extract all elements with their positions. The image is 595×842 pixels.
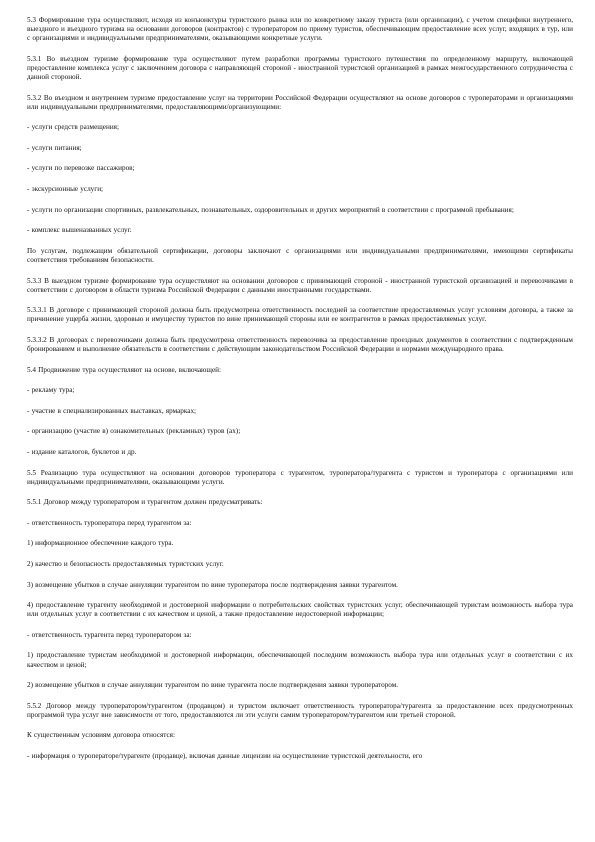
- list-item-operator-info: - информация о туроператоре/турагенте (продавце), включая данные лицензии на осуществление туристской деятельности, его: [27, 752, 423, 761]
- paragraph-certification: По услугам, подлежащим обязательной сертификации, договоры заключают с организациями или индивидуальными предпринимателями, имеющими сертификаты соответствия требованиям безопасности.: [27, 246, 573, 264]
- numbered-item-3: 3) возмещение убытков в случае аннуляции турагентом по вине туроператора после подтверждения заявки турагентом.: [27, 580, 398, 589]
- list-item-catering: - услуги питания;: [27, 143, 82, 152]
- list-item-catalogs: - издание каталогов, буклетов и др.: [27, 447, 137, 456]
- list-item-operator-liability: - ответственность туроператора перед турагентом за:: [27, 518, 192, 527]
- list-item-agent-liability: - ответственность турагента перед туроператором за:: [27, 630, 192, 639]
- numbered-item-1: 1) информационное обеспечение каждого тура.: [27, 539, 174, 548]
- list-item-excursions: - экскурсионные услуги;: [27, 185, 104, 194]
- paragraph-5-4: 5.4 Продвижение тура осуществляют на основе, включающей:: [27, 365, 221, 374]
- numbered-item-2: 2) качество и безопасность предоставляемых туристских услуг.: [27, 560, 224, 568]
- list-item-fam-tours: - организацию (участие в) ознакомительных (рекламных) туров (ах);: [27, 427, 241, 436]
- paragraph-5-5: 5.5 Реализацию тура осуществляют на основании договоров туроператора с турагентом, туроператора/турагента с туристом и туроператора с организациями или индивидуальными предпринимателями, оказывающими услуги.: [27, 468, 573, 486]
- paragraph-5-3-3-2: 5.3.3.2 В договорах с перевозчиками должна быть предусмотрена ответственность перевозчика за предоставление проездных документов в соответствии с подтвержденным бронированием и выполнение обязательств в соответствии с действующим законодательством Российской Федерации и нормами международного права.: [27, 335, 573, 353]
- paragraph-5-3: 5.3 Формирование тура осуществляют, исходя из конъюнктуры туристского рынка или по конкретному заказу туриста (или организации), с учетом специфики внутреннего, выездного и въездного туризма на основании договоров (контрактов) с туроператором по приему туристов, обеспечивающим предоставление всех услуг, входящих в тур, или с организациями и индивидуальными предпринимателями, оказывающими конкретные услуги.: [27, 16, 573, 43]
- paragraph-5-5-1: 5.5.1 Договор между туроператором и турагентом должен предусматривать:: [27, 498, 263, 507]
- list-item-transport: - услуги по перевозке пассажиров;: [27, 164, 135, 173]
- document-page: [27, 16, 573, 773]
- list-item-events: - услуги по организации спортивных, развлекательных, познавательных, оздоровительных и других мероприятий в соответствии с программой пребывания;: [27, 205, 514, 214]
- paragraph-5-3-3-1: 5.3.3.1 В договоре с принимающей стороной должна быть предусмотрена ответственность последней за соответствие предоставляемых услуг условиям договора, а также за причинение ущерба жизни, здоровью и имуществу туристов по вине принимающей стороны или ее контрагентов в рамках предоставляемых услуг.: [27, 306, 573, 324]
- numbered-item-4: 4) предоставление турагенту необходимой и достоверной информации о потребительских свойствах туристских услуг, обеспечивающей туристам возможность выбора тура или отдельных услуг в соответствии с их качеством и ценой, а также предоставление недостоверной информации;: [27, 601, 573, 619]
- paragraph-5-3-3: 5.3.3 В выездном туризме формирование тура осуществляют на основании договоров с принимающей стороной - иностранной туристской организацией и перевозчиками в соответствии с договором в области туризма Российской Федерации с данными иностранными государствами.: [27, 276, 573, 294]
- numbered-item-agent-1: 1) предоставление туристам необходимой и достоверной информации, обеспечивающей последним возможность выбора тура или отдельных услуг в соответствии с их качеством и ценой;: [27, 651, 573, 669]
- paragraph-5-3-1: 5.3.1 Во въездном туризме формирование тура осуществляют путем разработки программы туристского путешествия по определенному маршруту, включающей предоставление комплекса услуг с заключением договора с направляющей стороной - иностранной туристской организацией в рамках межгосударственного сотрудничества с данной стороной.: [27, 54, 573, 81]
- paragraph-essential-terms: К существенным условиям договора относятся:: [27, 731, 175, 740]
- list-item-complex: - комплекс вышеназванных услуг.: [27, 226, 132, 235]
- list-item-exhibitions: - участие в специализированных выставках, ярмарках;: [27, 406, 197, 415]
- paragraph-5-3-2: 5.3.2 Во въездном и внутреннем туризме предоставление услуг на территории Российской Федерации осуществляют на основе договоров с туроператорами и организациями или индивидуальными предпринимателями, предоставляющими/организующими:: [27, 93, 573, 111]
- list-item-advertising: - рекламу тура;: [27, 386, 75, 395]
- numbered-item-agent-2: 2) возмещение убытков в случае аннуляции турагентом по вине турагента после подтверждения заявки туроператором.: [27, 681, 399, 690]
- paragraph-5-5-2: 5.5.2 Договор между туроператором/турагентом (продавцом) и туристом включает ответственность туроператора/турагента за предоставление всех предусмотренных программой тура услуг вне зависимости от того, предоставляются ли эти услуги самим туроператором/турагентом или третьей стороной.: [27, 701, 573, 719]
- list-item-accommodation: - услуги средств размещения;: [27, 123, 119, 132]
